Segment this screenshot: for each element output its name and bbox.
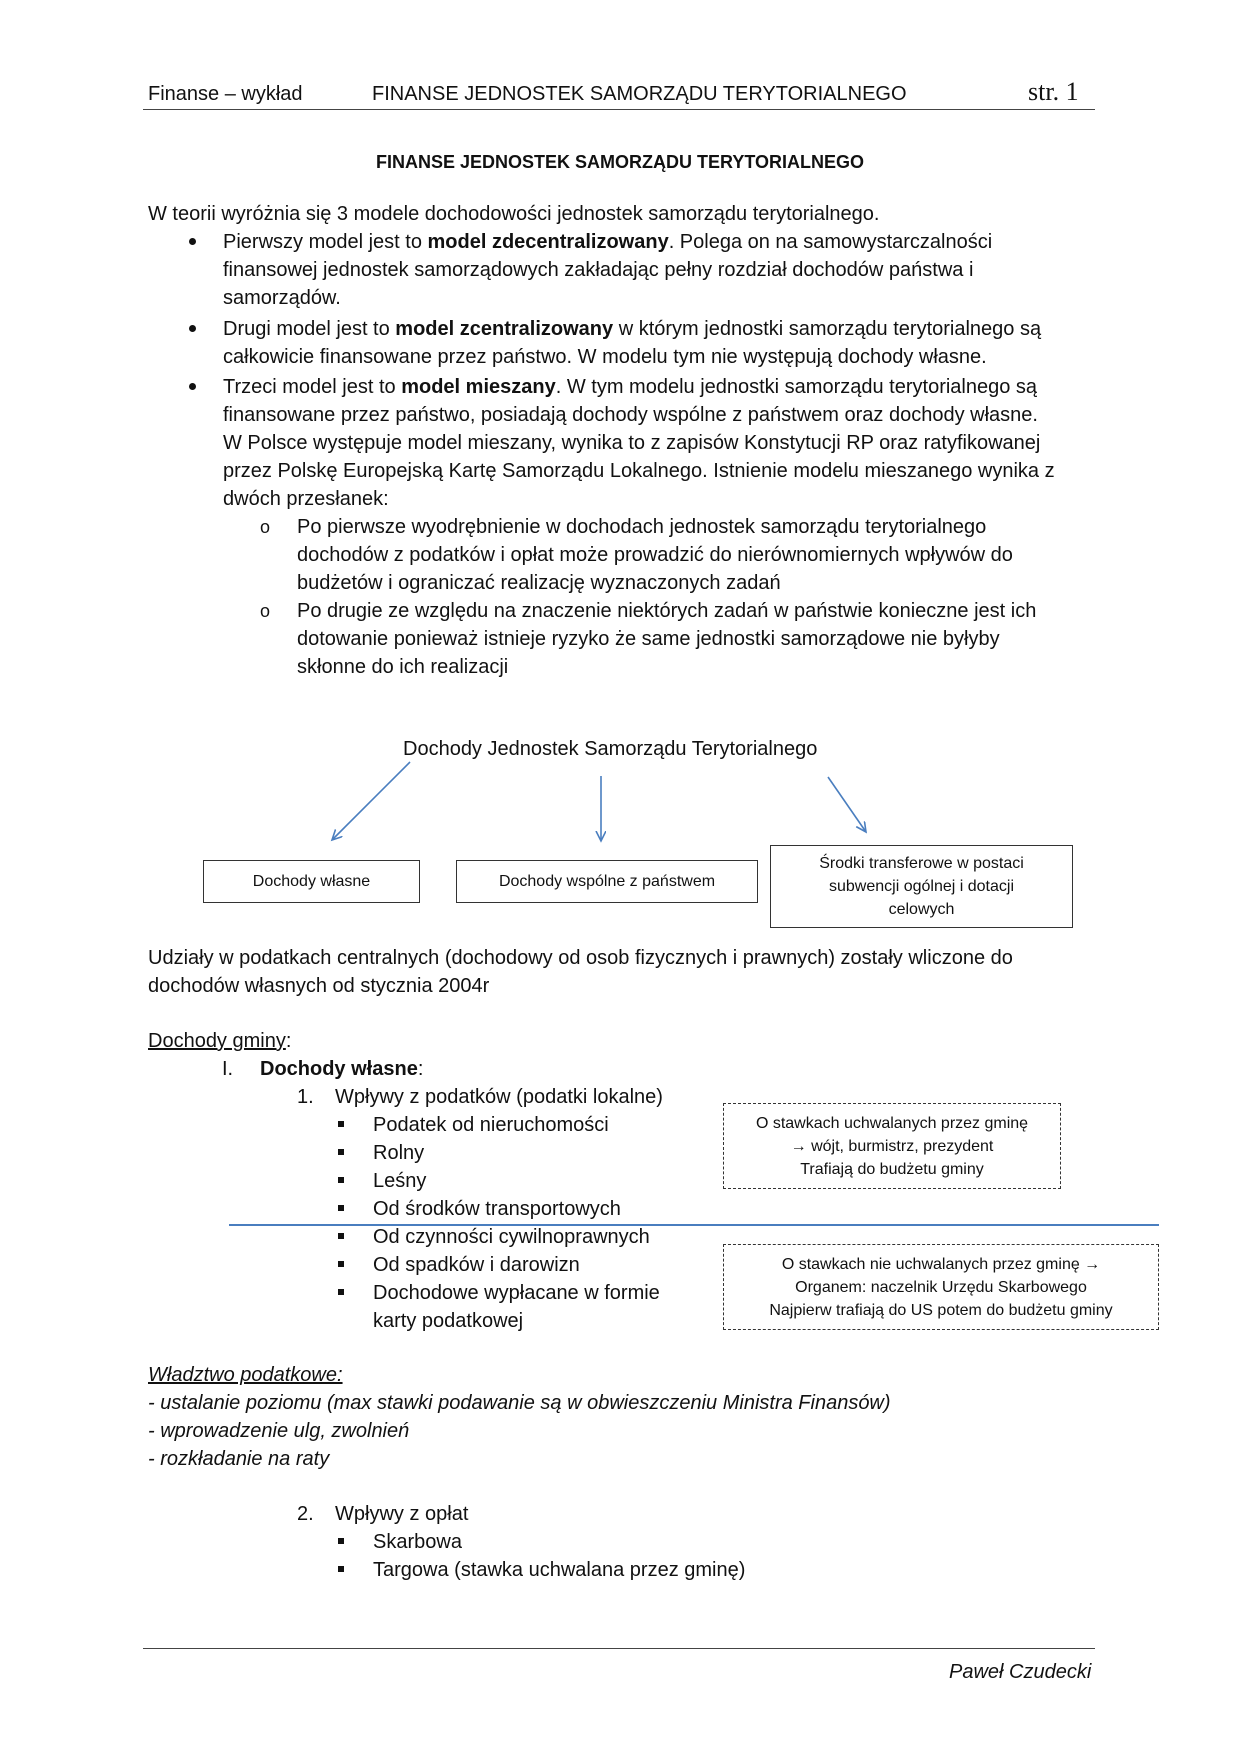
- roman-marker: I.: [222, 1058, 234, 1080]
- tax-item: Dochodowe wypłacane w formie: [373, 1282, 660, 1304]
- bullet-1-line-1: Pierwszy model jest to model zdecentralizowany. Polega on na samowystarczalności: [223, 231, 993, 253]
- square-bullet: [338, 1261, 344, 1267]
- sub-bullet-1-line-1: Po pierwsze wyodrębnienie w dochodach jednostek samorządu terytorialnego: [297, 516, 987, 538]
- shares-line-1: Udziały w podatkach centralnych (dochodowy od osob fizycznych i prawnych) zostały wliczone do: [148, 947, 1013, 969]
- note-non-local-rates: [723, 1244, 1159, 1330]
- square-bullet: [338, 1289, 344, 1295]
- shares-line-2: dochodów własnych od stycznia 2004r: [148, 975, 490, 997]
- tax-power-item: - ustalanie poziomu (max stawki podawanie są w obwieszczeniu Ministra Finansów): [148, 1392, 891, 1414]
- note-local-rates: [723, 1103, 1061, 1189]
- tax-item: Podatek od nieruchomości: [373, 1114, 609, 1136]
- number-marker-1: 1.: [297, 1086, 314, 1108]
- sub-bullet-1-line-3: budżetów i ograniczać realizację wyznaczonych zadań: [297, 572, 781, 594]
- tax-power-item: - wprowadzenie ulg, zwolnień: [148, 1420, 410, 1442]
- tax-item: Od środków transportowych: [373, 1198, 621, 1220]
- box-own-revenue-label: Dochody własne: [252, 873, 371, 890]
- header-left: Finanse – wykład: [148, 83, 303, 105]
- sub-bullet-marker: o: [260, 601, 271, 621]
- header-center: FINANSE JEDNOSTEK SAMORZĄDU TERYTORIALNEGO: [372, 83, 907, 105]
- footer-rule: [143, 1648, 1095, 1649]
- blue-divider: [229, 1224, 1159, 1226]
- sub-bullet-marker: o: [260, 517, 271, 537]
- note-local-rates-line-1: O stawkach uchwalanych przez gminę: [755, 1115, 1029, 1132]
- box-transfers-line-2: subwencji ogólnej i dotacji: [829, 878, 1014, 895]
- diagram-title: Dochody Jednostek Samorządu Terytorialnego: [403, 738, 818, 760]
- square-bullet: [338, 1149, 344, 1155]
- tax-item-continuation: karty podatkowej: [373, 1310, 524, 1332]
- tax-item: Od czynności cywilnoprawnych: [373, 1226, 650, 1248]
- tax-power-heading: Władztwo podatkowe:: [148, 1364, 343, 1386]
- arrow-left: [332, 762, 410, 840]
- square-bullet: [338, 1177, 344, 1183]
- intro-paragraph: W teorii wyróżnia się 3 modele dochodowości jednostek samorządu terytorialnego.: [148, 203, 880, 225]
- page-number: str. 1: [1028, 77, 1079, 106]
- note-non-local-rates-line-2: Organem: naczelnik Urzędu Skarbowego: [795, 1279, 1087, 1296]
- bullet-2-line-1: Drugi model jest to model zcentralizowany w którym jednostki samorządu terytorialnego są: [223, 318, 1042, 340]
- document-title: FINANSE JEDNOSTEK SAMORZĄDU TERYTORIALNEGO: [375, 152, 865, 172]
- tax-item: Od spadków i darowizn: [373, 1254, 580, 1276]
- sub-bullet-2-line-2: dotowanie ponieważ istnieje ryzyko że same jednostki samorządowe nie byłyby: [297, 628, 1000, 650]
- own-revenue-label: Dochody własne:: [260, 1058, 424, 1080]
- square-bullet: [338, 1233, 344, 1239]
- box-shared-revenue-label: Dochody wspólne z państwem: [498, 873, 716, 890]
- note-local-rates-line-3: Trafiają do budżetu gminy: [800, 1161, 984, 1178]
- bullet-3-line-5: dwóch przesłanek:: [223, 488, 389, 510]
- number-marker-2: 2.: [297, 1503, 314, 1525]
- fee-item: Skarbowa: [373, 1531, 462, 1553]
- box-shared-revenue: [456, 860, 758, 903]
- square-bullet: [338, 1121, 344, 1127]
- arrow-right: [828, 777, 866, 832]
- fees-heading: Wpływy z opłat: [335, 1503, 469, 1525]
- tax-item: Leśny: [373, 1170, 427, 1192]
- bullet-2-line-2: całkowicie finansowane przez państwo. W modelu tym nie występują dochody własne.: [223, 346, 987, 368]
- footer-author: Paweł Czudecki: [949, 1661, 1092, 1683]
- taxes-heading: Wpływy z podatków (podatki lokalne): [335, 1086, 663, 1108]
- square-bullet: [338, 1205, 344, 1211]
- tax-power-item: - rozkładanie na raty: [148, 1448, 330, 1470]
- note-non-local-rates-line-1: O stawkach nie uchwalanych przez gminę →: [781, 1256, 1101, 1273]
- bullet-1-line-3: samorządów.: [223, 287, 341, 309]
- bullet-3-line-1: Trzeci model jest to model mieszany. W tym modelu jednostki samorządu terytorialnego są: [223, 376, 1038, 398]
- bullet-3-line-3: W Polsce występuje model mieszany, wynika to z zapisów Konstytucji RP oraz ratyfikowanej: [223, 432, 1041, 454]
- fee-item: Targowa (stawka uchwalana przez gminę): [373, 1559, 746, 1581]
- box-transfers-line-1: Środki transferowe w postaci: [819, 855, 1024, 872]
- box-transfers: [770, 845, 1073, 928]
- box-own-revenue: [203, 860, 420, 903]
- square-bullet: [338, 1566, 344, 1572]
- sub-bullet-2-line-1: Po drugie ze względu na znaczenie niektórych zadań w państwie konieczne jest ich: [297, 600, 1037, 622]
- bullet-3-line-2: finansowane przez państwo, posiadają dochody wspólne z państwem oraz dochody własne.: [223, 404, 1038, 426]
- note-non-local-rates-line-3: Najpierw trafiają do US potem do budżetu gminy: [769, 1302, 1113, 1319]
- box-transfers-line-3: celowych: [888, 901, 955, 918]
- sub-bullet-1-line-2: dochodów z podatków i opłat może prowadzić do nierównomiernych wpływów do: [297, 544, 1013, 566]
- sub-bullet-2-line-3: skłonne do ich realizacji: [297, 656, 509, 678]
- note-local-rates-line-2: → wójt, burmistrz, prezydent: [790, 1138, 994, 1155]
- bullet-3-line-4: przez Polskę Europejską Kartę Samorządu Lokalnego. Istnienie modelu mieszanego wynika z: [223, 460, 1055, 482]
- tax-item: Rolny: [373, 1142, 425, 1164]
- square-bullet: [338, 1538, 344, 1544]
- bullet-1-line-2: finansowej jednostek samorządowych zakładając pełny rozdział dochodów państwa i: [223, 259, 974, 281]
- gmina-heading: Dochody gminy:: [148, 1030, 292, 1052]
